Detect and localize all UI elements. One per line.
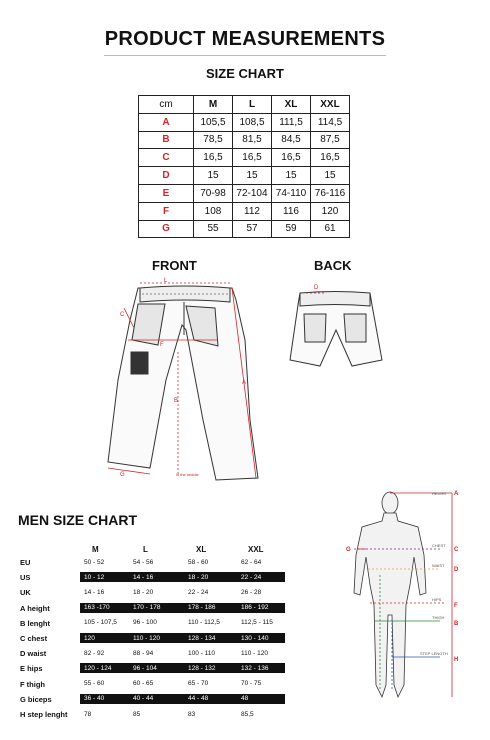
- height-label: HEIGHT: [432, 491, 448, 496]
- marker-g: G: [120, 472, 125, 478]
- men-row-value: 128 - 132: [188, 664, 216, 672]
- measurement-value: 61: [311, 220, 350, 238]
- men-row-value: 40 - 44: [133, 695, 154, 703]
- measurement-value: 108: [194, 202, 233, 220]
- men-row-value: 120 - 124: [84, 664, 112, 672]
- measurement-value: 112: [233, 202, 272, 220]
- men-row-label: C chest: [20, 634, 48, 643]
- measurement-value: 70-98: [194, 184, 233, 202]
- men-row-value: 48: [241, 695, 249, 703]
- men-row-value: 112,5 - 115: [241, 619, 273, 627]
- measurement-value: 59: [272, 220, 311, 238]
- marker-d-body: D: [454, 567, 459, 573]
- men-size-header: XL: [196, 545, 207, 554]
- men-row-value: 110 - 120: [241, 649, 268, 657]
- men-row-value: 14 - 16: [84, 588, 105, 596]
- measurement-value: 81,5: [233, 131, 272, 149]
- marker-l: L: [164, 278, 168, 284]
- size-header: L: [233, 96, 272, 114]
- measurement-label: F: [139, 202, 194, 220]
- men-row-value: 110 - 120: [133, 634, 160, 642]
- men-row-value: 26 - 28: [241, 588, 262, 596]
- measurement-value: 57: [233, 220, 272, 238]
- men-row-value: 120: [84, 634, 95, 642]
- marker-c-body: C: [454, 547, 459, 553]
- measurement-label: B: [139, 131, 194, 149]
- men-row-value: 65 - 70: [188, 680, 209, 688]
- men-row-label: D waist: [20, 649, 47, 659]
- men-row-value: 128 - 134: [188, 634, 216, 642]
- men-row-label: F thigh: [20, 679, 45, 689]
- marker-b-body: B: [454, 621, 459, 627]
- men-row-value: 18 - 20: [188, 573, 209, 581]
- men-row-label: G biceps: [20, 694, 52, 704]
- men-row-label: UK: [20, 588, 31, 598]
- men-row-value: 82 - 92: [84, 649, 105, 657]
- men-row-value: 105 - 107,5: [84, 619, 117, 627]
- men-row-value: 96 - 100: [133, 619, 157, 627]
- men-row-value: 100 - 110: [188, 649, 215, 657]
- measurement-label: D: [139, 167, 194, 185]
- marker-f: F: [160, 342, 164, 348]
- men-row-value: 14 - 16: [133, 573, 154, 581]
- back-shorts-drawing: [290, 292, 382, 367]
- men-row-value: 22 - 24: [188, 588, 209, 596]
- men-row-value: 130 - 140: [241, 634, 269, 642]
- measurement-label: G: [139, 220, 194, 238]
- men-row-value: 55 - 60: [84, 680, 105, 688]
- measurement-value: 16,5: [233, 149, 272, 167]
- men-row-label: A height: [20, 603, 50, 613]
- men-row-value: 44 - 48: [188, 695, 209, 703]
- hips-label: HIPS: [432, 597, 442, 602]
- men-row-value: 132 - 136: [241, 664, 269, 672]
- measurement-value: 78,5: [194, 131, 233, 149]
- unit-header: cm: [139, 96, 194, 114]
- measurement-value: 16,5: [194, 149, 233, 167]
- men-row-value: 186 - 192: [241, 604, 269, 612]
- men-row-label: EU: [20, 558, 31, 567]
- men-row-value: 178 - 186: [188, 604, 216, 612]
- chest-label: CHEST: [432, 543, 446, 548]
- size-header: XL: [272, 96, 311, 114]
- men-row-value: 85,5: [241, 710, 254, 718]
- body-measurement-figure: [340, 485, 490, 710]
- men-row-value: 58 - 60: [188, 558, 209, 566]
- men-size-header: L: [143, 545, 148, 554]
- men-row-value: 96 - 104: [133, 664, 157, 672]
- measurement-value: 72-104: [233, 184, 272, 202]
- men-row-value: 54 - 56: [133, 558, 154, 566]
- men-row-value: 78: [84, 710, 92, 718]
- measurement-value: 55: [194, 220, 233, 238]
- men-row-value: 85: [133, 710, 141, 718]
- marker-d: D: [314, 285, 319, 291]
- size-header: XXL: [311, 96, 350, 114]
- row-stripe: [80, 694, 285, 704]
- measurement-value: 74-110: [272, 184, 311, 202]
- marker-c: C: [120, 312, 125, 318]
- men-row-value: 10 - 12: [84, 573, 105, 581]
- size-header: M: [194, 96, 233, 114]
- measurement-value: 116: [272, 202, 311, 220]
- measurement-label: E: [139, 184, 194, 202]
- men-row-value: 110 - 112,5: [188, 619, 220, 627]
- marker-g-body: G: [346, 547, 351, 553]
- marker-a-body: A: [454, 491, 459, 497]
- men-row-value: 50 - 52: [84, 558, 105, 566]
- men-size-header: XXL: [248, 545, 264, 554]
- measurement-value: 84,5: [272, 131, 311, 149]
- step-length-label: STEP LENGTH: [420, 651, 448, 656]
- measurement-value: 16,5: [311, 149, 350, 167]
- measurement-value: 15: [194, 167, 233, 185]
- measurement-value: 120: [311, 202, 350, 220]
- measurement-label: A: [139, 113, 194, 131]
- marker-h-body: H: [454, 657, 459, 663]
- men-row-label: E hips: [20, 664, 43, 674]
- men-row-label: US: [20, 573, 31, 583]
- men-row-value: 88 - 94: [133, 649, 154, 657]
- waist-label: WAIST: [432, 563, 445, 568]
- marker-f-body: F: [454, 603, 458, 609]
- size-chart-title: SIZE CHART: [206, 66, 284, 81]
- measurement-value: 15: [233, 167, 272, 185]
- measurement-value: 114,5: [311, 113, 350, 131]
- measurement-value: 16,5: [272, 149, 311, 167]
- front-label: FRONT: [152, 258, 197, 273]
- men-row-value: 70 - 75: [241, 680, 262, 688]
- measurement-value: 87,5: [311, 131, 350, 149]
- men-row-value: 163 -170: [84, 604, 110, 612]
- measurement-value: 108,5: [233, 113, 272, 131]
- men-size-header: M: [92, 545, 99, 554]
- marker-b: B: [174, 398, 179, 404]
- page-title: PRODUCT MEASUREMENTS: [104, 28, 386, 50]
- measurement-value: 111,5: [272, 113, 311, 131]
- men-row-value: 36 - 40: [84, 695, 105, 703]
- men-row-label: H step lenght: [20, 710, 68, 719]
- middle-note: in the middle: [176, 472, 199, 477]
- measurement-value: 15: [272, 167, 311, 185]
- men-row-value: 22 - 24: [241, 573, 262, 581]
- men-row-value: 60 - 65: [133, 680, 154, 688]
- men-row-value: 18 - 20: [133, 588, 154, 596]
- men-row-label: B lenght: [20, 618, 50, 628]
- marker-a: A: [242, 380, 247, 386]
- measurement-value: 76-116: [311, 184, 350, 202]
- thigh-label: THIGH: [432, 615, 445, 620]
- measurement-value: 15: [311, 167, 350, 185]
- measurement-value: 105,5: [194, 113, 233, 131]
- men-size-chart-title: MEN SIZE CHART: [18, 512, 137, 528]
- men-row-value: 170 - 178: [133, 604, 161, 612]
- measurement-label: C: [139, 149, 194, 167]
- back-label: BACK: [314, 258, 352, 273]
- men-row-value: 62 - 64: [241, 558, 262, 566]
- men-row-value: 83: [188, 710, 196, 718]
